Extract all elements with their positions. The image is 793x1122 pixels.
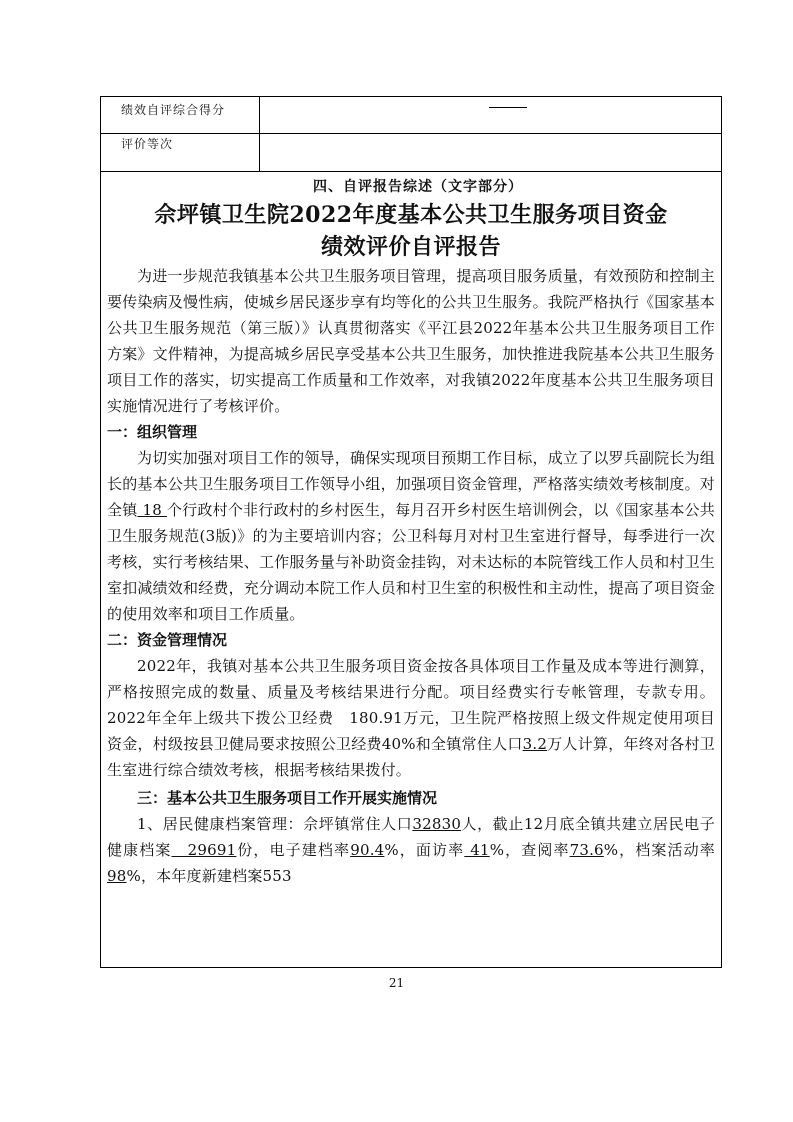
fund-text-a: 2022年，我镇对基本公共卫生服务项目资金按各具体项目工作量及成本等进行测算，严格按照完成的数量、质量及考核结果进行分配。项目经费实行专帐管理，专款专用。2022年全年上级共下拨公卫经费 180.91万元，卫生院严格按照上级文件规定使用项目资金，村级按县卫健局要求按照公卫经费40%和全镇常住人口	[107, 657, 715, 753]
rec-text-c: 份，电子建档率	[236, 841, 351, 859]
fund-text-b: 万人计算，年终对各村卫生室进行综合绩效考核，根据考核结果拨付。	[107, 735, 716, 779]
report-title-line2: 绩效评价自评报告	[320, 234, 501, 260]
report-title-line1: 佘坪镇卫生院2022年度基本公共卫生服务项目资金	[154, 202, 668, 228]
table-divider	[259, 133, 260, 171]
rec-text-d: %，面访率	[384, 841, 465, 859]
record-rate: 90.4	[350, 841, 385, 859]
org-text-b: 个行政村个非行政村的乡村医生，每月召开乡村医生培训例会，以《国家基本公共卫生服务规范(3版)》的为主要培训内容；公卫科每月对村卫生室进行督导，每季进行一次考核，实行考核结果、工作服务量与补助资金挂钩，对未达标的本院管线工作人员和村卫生室扣减绩效和经费，充分调动本院工作人员和村卫生室的积极性和主动性，提高了项目资金的使用效率和项目工作质量。	[107, 501, 716, 623]
funds-paragraph	[107, 653, 715, 783]
resident-population: 32830	[412, 815, 462, 833]
rec-text-f: %，档案活动率	[603, 841, 715, 859]
report-frame	[100, 96, 722, 968]
heading-funds: 二：资金管理情况	[107, 631, 228, 649]
rec-text-a: 1、居民健康档案管理：佘坪镇常住人口	[137, 815, 413, 833]
rec-text-e: %，查阅率	[489, 841, 570, 859]
active-rate: 98	[107, 867, 127, 885]
table-divider	[259, 97, 260, 133]
section-heading: 四、自评报告综述（文字部分）	[313, 179, 523, 195]
village-count: 18	[137, 501, 167, 519]
records-paragraph	[107, 811, 715, 889]
intro-paragraph: 为进一步规范我镇基本公共卫生服务项目管理，提高项目服务质量，有效预防和控制主要传染病及慢性病，使城乡居民逐步享有均等化的公共卫生服务。我院严格执行《国家基本公共卫生服务规范（第三版）》认真贯彻落实《平江县2022年基本公共卫生服务项目工作方案》文件精神，为提高城乡居民享受基本公共卫生服务，加快推进我院基本公共卫生服务项目工作的落实，切实提高工作质量和工作效率，对我镇2022年度基本公共卫生服务项目实施情况进行了考核评价。	[107, 267, 716, 415]
report-content	[107, 173, 715, 889]
organization-paragraph	[107, 445, 715, 627]
visit-rate: 41	[464, 841, 490, 859]
grade-label: 评价等次	[121, 137, 174, 151]
heading-organization: 一：组织管理	[107, 423, 198, 441]
table-row-grade	[101, 133, 721, 172]
table-row-score	[101, 97, 721, 134]
score-label: 绩效自评综合得分	[121, 103, 226, 117]
score-value-dash	[489, 107, 527, 108]
rec-text-g: %，本年度新建档案553	[126, 867, 292, 885]
rec-text-b: 人，截止12月底全镇共建立居民电子健康档案	[107, 815, 715, 859]
population-wan: 3.2	[522, 735, 548, 753]
read-rate: 73.6	[569, 841, 604, 859]
heading-implementation: 三：基本公共卫生服务项目工作开展实施情况	[137, 789, 438, 807]
org-text-a: 为切实加强对项目工作的领导，确保实现项目预期工作目标，成立了以罗兵副院长为组长的基本公共卫生服务项目工作领导小组，加强项目资金管理，严格落实绩效考核制度。对全镇	[107, 449, 716, 519]
record-count: 29691	[171, 841, 237, 859]
page-number: 21	[388, 976, 405, 990]
